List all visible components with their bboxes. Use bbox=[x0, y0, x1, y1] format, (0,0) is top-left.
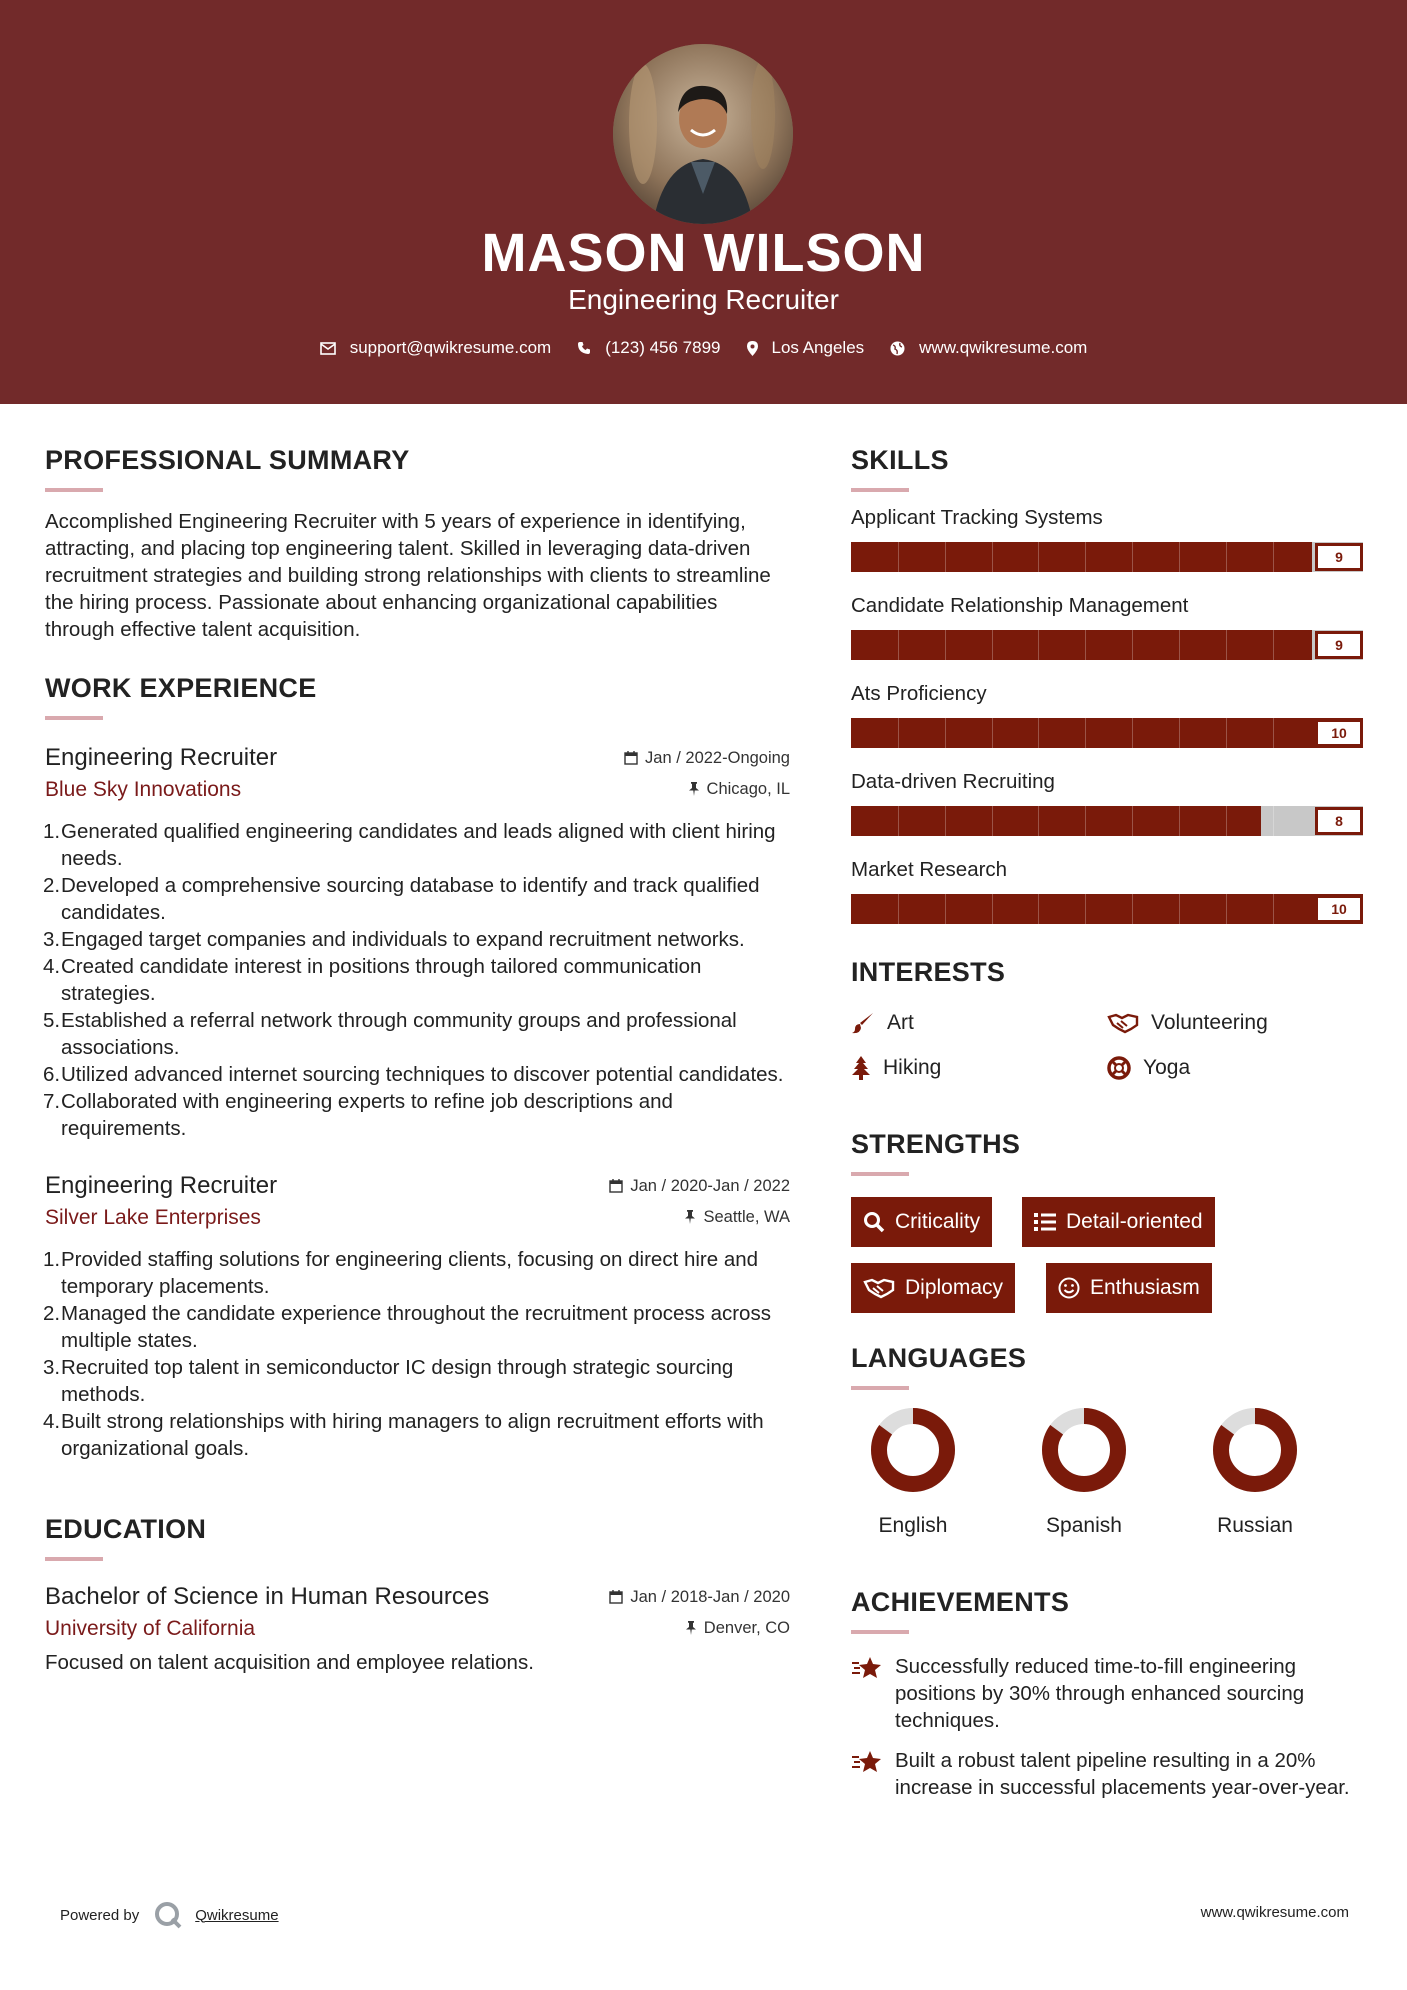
skill-name: Data-driven Recruiting bbox=[851, 770, 1055, 793]
qwikresume-logo-icon bbox=[153, 1900, 183, 1930]
candidate-title: Engineering Recruiter bbox=[568, 284, 839, 315]
map-pin-icon bbox=[747, 341, 758, 356]
skill-bar-segment bbox=[1226, 630, 1227, 660]
section-rule bbox=[45, 1557, 103, 1561]
skill-bar-fill bbox=[851, 806, 1261, 836]
skill-item bbox=[851, 858, 1363, 924]
skill-name: Market Research bbox=[851, 858, 1008, 881]
skill-bar-segment bbox=[992, 806, 993, 836]
brand-link[interactable]: Qwikresume bbox=[195, 1906, 279, 1924]
skill-bar-segment bbox=[1038, 630, 1039, 660]
skill-bar-segment bbox=[1085, 894, 1086, 924]
candidate-name: MASON WILSON bbox=[481, 223, 926, 283]
skill-bar-segment bbox=[1226, 894, 1227, 924]
website-text: www.qwikresume.com bbox=[919, 338, 1088, 357]
right-column bbox=[851, 445, 1363, 1799]
skill-bar-segment bbox=[1273, 542, 1274, 572]
powered-by-label: Powered by bbox=[60, 1906, 140, 1924]
education-heading: EDUCATION bbox=[45, 1514, 207, 1544]
language-item bbox=[848, 1405, 978, 1538]
contact-phone[interactable] bbox=[577, 338, 720, 358]
skill-item bbox=[851, 682, 1363, 748]
company-name: Silver Lake Enterprises bbox=[45, 1206, 261, 1229]
interest-item: Volunteering bbox=[1107, 1011, 1268, 1035]
section-rule bbox=[851, 1386, 909, 1390]
skill-bar-segment bbox=[1226, 542, 1227, 572]
skill-bar-segment bbox=[1038, 806, 1039, 836]
skill-bar-segment bbox=[1132, 718, 1133, 748]
skill-item bbox=[851, 770, 1363, 836]
skill-bar-segment bbox=[1273, 718, 1274, 748]
star-award-icon bbox=[851, 1749, 883, 1775]
calendar-icon bbox=[609, 1179, 623, 1193]
skill-bar-segment bbox=[1273, 806, 1274, 836]
skill-bar-segment bbox=[898, 894, 899, 924]
skill-bar-fill bbox=[851, 630, 1312, 660]
skill-bar-segment bbox=[1085, 806, 1086, 836]
resume-header bbox=[0, 0, 1407, 404]
skill-bar-segment bbox=[1132, 894, 1133, 924]
skill-bar-segment bbox=[992, 630, 993, 660]
skill-bar-segment bbox=[1085, 630, 1086, 660]
profile-photo bbox=[613, 44, 793, 224]
achievements-section bbox=[851, 1587, 1363, 1799]
skill-bar-segment bbox=[898, 630, 899, 660]
job-location: Seattle, WA bbox=[684, 1208, 790, 1227]
strengths-section bbox=[851, 1129, 1363, 1299]
job-bullets bbox=[43, 1246, 790, 1462]
job-bullets bbox=[43, 818, 790, 1142]
calendar-icon bbox=[624, 751, 638, 765]
strength-chip: Criticality bbox=[851, 1197, 992, 1247]
skill-bar-segment bbox=[992, 718, 993, 748]
globe-icon bbox=[890, 341, 905, 356]
tree-icon bbox=[851, 1056, 871, 1080]
pushpin-icon bbox=[684, 1210, 696, 1224]
skill-bar-segment bbox=[1038, 542, 1039, 572]
skill-item bbox=[851, 594, 1363, 660]
achievements-heading: ACHIEVEMENTS bbox=[851, 1587, 1070, 1617]
languages-heading: LANGUAGES bbox=[851, 1343, 1027, 1373]
list-item: 7. Collaborated with engineering experts to refine job descriptions and requirements. bbox=[43, 1090, 673, 1140]
handshake-icon bbox=[863, 1277, 895, 1299]
contact-website[interactable] bbox=[890, 338, 1087, 358]
job-entry bbox=[45, 1172, 790, 1462]
strength-chip: Detail-oriented bbox=[1022, 1197, 1215, 1247]
skill-bar-segment bbox=[945, 894, 946, 924]
strength-chip: Diplomacy bbox=[851, 1263, 1015, 1313]
skill-score: 9 bbox=[1315, 543, 1363, 571]
location-text: Los Angeles bbox=[771, 338, 865, 357]
footer-url[interactable]: www.qwikresume.com bbox=[1200, 1904, 1349, 1921]
section-rule bbox=[851, 488, 909, 492]
footer-powered-by bbox=[60, 1900, 279, 1930]
skill-bar-segment bbox=[1179, 718, 1180, 748]
list-item: 2. Managed the candidate experience throughout the recruitment process across multiple states. bbox=[43, 1302, 771, 1352]
list-item: 4. Built strong relationships with hiring managers to align recruitment efforts with organizational goals. bbox=[43, 1410, 764, 1460]
skill-score: 8 bbox=[1315, 807, 1363, 835]
list-item: 2. Developed a comprehensive sourcing database to identify and track qualified candidates. bbox=[43, 874, 760, 924]
pushpin-icon bbox=[685, 1621, 697, 1635]
skill-name: Candidate Relationship Management bbox=[851, 594, 1189, 617]
list-icon bbox=[1034, 1213, 1056, 1231]
degree-title: Bachelor of Science in Human Resources bbox=[45, 1583, 490, 1610]
language-donut bbox=[1210, 1405, 1300, 1495]
summary-text: Accomplished Engineering Recruiter with 5 years of experience in identifying, attracting, and placing top engineering talent. Skilled in leveraging data-driven recruitment strategies and building strong relationships with clients to streamline the hiring process. Passionate about enhancing organizational capabilities through effective talent acquisition. bbox=[45, 510, 771, 641]
achievement-item: Successfully reduced time-to-fill engineering positions by 30% through enhanced sourcing techniques. bbox=[851, 1653, 1363, 1734]
search-icon bbox=[863, 1211, 885, 1233]
skill-score: 10 bbox=[1315, 719, 1363, 747]
contact-row bbox=[0, 338, 1407, 358]
summary-section bbox=[45, 445, 790, 643]
skill-bar-segment bbox=[992, 894, 993, 924]
list-item: 3. Recruited top talent in semiconductor IC design through strategic sourcing methods. bbox=[43, 1356, 734, 1406]
achievement-item: Built a robust talent pipeline resulting in a 20% increase in successful placements year-over-year. bbox=[851, 1747, 1363, 1801]
strengths-heading: STRENGTHS bbox=[851, 1129, 1021, 1159]
skill-item bbox=[851, 506, 1363, 572]
skill-bar bbox=[851, 718, 1363, 748]
skill-bar-segment bbox=[1273, 894, 1274, 924]
company-name: Blue Sky Innovations bbox=[45, 778, 242, 801]
list-item: 1. Generated qualified engineering candidates and leads aligned with client hiring needs. bbox=[43, 820, 776, 870]
skill-bar-segment bbox=[1179, 542, 1180, 572]
contact-email[interactable] bbox=[320, 338, 552, 358]
interest-item: Hiking bbox=[851, 1056, 941, 1080]
education-section bbox=[45, 1514, 790, 1676]
skill-bar-segment bbox=[898, 718, 899, 748]
interest-item: Art bbox=[851, 1011, 914, 1035]
skill-score: 10 bbox=[1315, 895, 1363, 923]
skill-bar bbox=[851, 806, 1363, 836]
skill-bar bbox=[851, 630, 1363, 660]
list-item: 3. Engaged target companies and individuals to expand recruitment networks. bbox=[43, 928, 745, 951]
envelope-icon bbox=[320, 342, 336, 355]
job-title: Engineering Recruiter bbox=[45, 1172, 278, 1199]
school-name: University of California bbox=[45, 1617, 256, 1640]
skills-heading: SKILLS bbox=[851, 445, 949, 475]
skill-bar-fill bbox=[851, 718, 1363, 748]
calendar-icon bbox=[609, 1590, 623, 1604]
section-rule bbox=[851, 1172, 909, 1176]
left-column bbox=[45, 445, 790, 1676]
pushpin-icon bbox=[688, 782, 700, 796]
experience-section bbox=[45, 673, 790, 1462]
summary-heading: PROFESSIONAL SUMMARY bbox=[45, 445, 410, 475]
skill-bar-segment bbox=[945, 806, 946, 836]
language-donut bbox=[1039, 1405, 1129, 1495]
skill-bar-segment bbox=[1179, 806, 1180, 836]
experience-heading: WORK EXPERIENCE bbox=[45, 673, 317, 703]
skill-bar-segment bbox=[1085, 718, 1086, 748]
strength-chip: Enthusiasm bbox=[1046, 1263, 1212, 1313]
job-location: Chicago, IL bbox=[688, 780, 790, 799]
interests-section bbox=[851, 957, 1363, 1079]
interests-heading: INTERESTS bbox=[851, 957, 1006, 987]
star-award-icon bbox=[851, 1655, 883, 1681]
smile-icon bbox=[1058, 1277, 1080, 1299]
education-description: Focused on talent acquisition and employee relations. bbox=[45, 1651, 534, 1674]
paintbrush-icon bbox=[851, 1011, 875, 1035]
skill-bar-segment bbox=[1085, 542, 1086, 572]
skill-bar bbox=[851, 542, 1363, 572]
skill-bar-segment bbox=[1179, 630, 1180, 660]
skill-bar-segment bbox=[1038, 894, 1039, 924]
skill-bar-segment bbox=[1226, 718, 1227, 748]
handshake-icon bbox=[1107, 1012, 1139, 1034]
skills-list bbox=[851, 506, 1363, 924]
skill-bar-segment bbox=[945, 630, 946, 660]
skill-bar-segment bbox=[1226, 806, 1227, 836]
skill-name: Ats Proficiency bbox=[851, 682, 987, 705]
phone-icon bbox=[577, 341, 591, 355]
list-item: 4. Created candidate interest in positions through tailored communication strategies. bbox=[43, 955, 702, 1005]
section-rule bbox=[851, 1630, 909, 1634]
interest-item: Yoga bbox=[1107, 1056, 1190, 1080]
list-item: 1. Provided staffing solutions for engineering clients, focusing on direct hire and temporary placements. bbox=[43, 1248, 759, 1298]
skill-score: 9 bbox=[1315, 631, 1363, 659]
job-dates: Jan / 2022-Ongoing bbox=[624, 749, 790, 768]
education-dates: Jan / 2018-Jan / 2020 bbox=[609, 1588, 790, 1607]
education-location: Denver, CO bbox=[685, 1619, 790, 1638]
skill-name: Applicant Tracking Systems bbox=[851, 506, 1103, 529]
list-item: 5. Established a referral network through community groups and professional associations. bbox=[43, 1009, 737, 1059]
skill-bar-segment bbox=[1132, 806, 1133, 836]
phone-text: (123) 456 7899 bbox=[605, 338, 721, 357]
language-item bbox=[1019, 1405, 1149, 1538]
section-rule bbox=[45, 488, 103, 492]
skill-bar-segment bbox=[1132, 542, 1133, 572]
language-label: Spanish bbox=[1046, 1514, 1122, 1537]
contact-location bbox=[747, 338, 865, 358]
skill-bar-segment bbox=[945, 718, 946, 748]
skill-bar bbox=[851, 894, 1363, 924]
skill-bar-segment bbox=[992, 542, 993, 572]
job-dates: Jan / 2020-Jan / 2022 bbox=[609, 1177, 790, 1196]
skill-bar-fill bbox=[851, 894, 1363, 924]
skill-bar-segment bbox=[898, 542, 899, 572]
languages-section bbox=[851, 1343, 1363, 1537]
language-label: English bbox=[878, 1514, 948, 1537]
skill-bar-segment bbox=[898, 806, 899, 836]
skill-bar-fill bbox=[851, 542, 1312, 572]
lifebuoy-icon bbox=[1107, 1056, 1131, 1080]
list-item: 6. Utilized advanced internet sourcing techniques to discover potential candidates. bbox=[43, 1063, 784, 1086]
skill-bar-segment bbox=[1273, 630, 1274, 660]
skills-section bbox=[851, 445, 1363, 924]
job-entry bbox=[45, 744, 790, 1142]
job-title: Engineering Recruiter bbox=[45, 744, 278, 771]
language-label: Russian bbox=[1217, 1514, 1293, 1537]
skill-bar-segment bbox=[1038, 718, 1039, 748]
email-text: support@qwikresume.com bbox=[349, 338, 552, 357]
skill-bar-segment bbox=[945, 542, 946, 572]
language-item bbox=[1190, 1405, 1320, 1538]
section-rule bbox=[45, 716, 103, 720]
skill-bar-segment bbox=[1179, 894, 1180, 924]
skill-bar-segment bbox=[1132, 630, 1133, 660]
language-donut bbox=[868, 1405, 958, 1495]
